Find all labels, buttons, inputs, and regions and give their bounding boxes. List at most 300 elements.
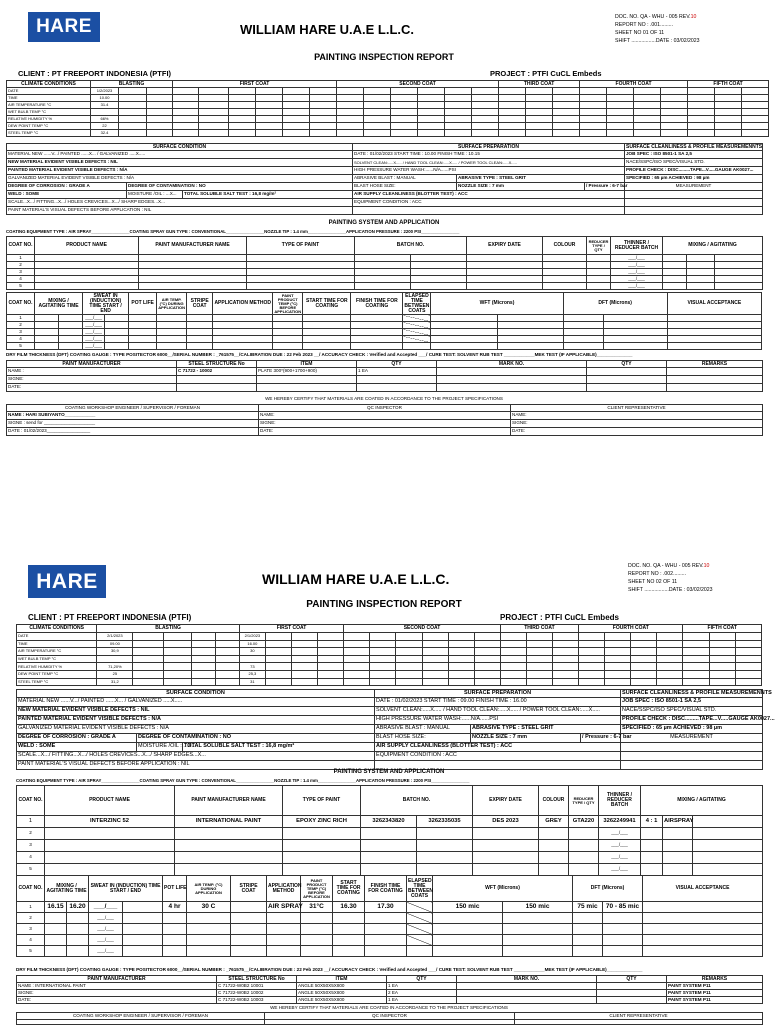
table-cell bbox=[641, 864, 663, 876]
table-cell: DEW POINT TEMP °C bbox=[17, 670, 97, 678]
table-cell bbox=[552, 670, 578, 678]
table-cell bbox=[579, 663, 605, 671]
table-cell: 30 bbox=[239, 648, 265, 656]
table-cell bbox=[173, 109, 199, 116]
table-cell bbox=[742, 95, 769, 102]
table-cell bbox=[500, 678, 526, 686]
table-cell bbox=[370, 655, 396, 663]
table-cell bbox=[396, 655, 422, 663]
table-cell bbox=[418, 116, 445, 123]
table-cell: DEGREE OF CONTAMINATION : NO bbox=[137, 734, 375, 743]
table-cell: 3 bbox=[7, 329, 35, 336]
table-cell bbox=[364, 88, 391, 95]
table-cell: THIRD COAT bbox=[500, 625, 578, 633]
table-cell bbox=[147, 116, 173, 123]
table-cell bbox=[364, 109, 391, 116]
table-cell bbox=[191, 633, 215, 641]
table-cell: NAME : bbox=[7, 368, 177, 376]
surface-table bbox=[6, 143, 763, 215]
table-cell bbox=[157, 329, 187, 336]
table-row bbox=[7, 384, 763, 392]
table-cell bbox=[215, 640, 239, 648]
table-cell: 2 EA bbox=[387, 990, 457, 997]
table-cell bbox=[407, 924, 433, 935]
table-cell bbox=[139, 269, 247, 276]
table-cell bbox=[657, 655, 683, 663]
table-cell: NOZZLE SIZE : 7 mm bbox=[457, 183, 585, 191]
table-cell bbox=[45, 946, 67, 957]
table-cell bbox=[580, 88, 607, 95]
table-cell: 3262249941 bbox=[599, 816, 641, 828]
table-cell bbox=[256, 109, 283, 116]
table-cell bbox=[231, 913, 267, 924]
table-cell: EXPIRY DATE bbox=[473, 786, 539, 816]
table-cell bbox=[607, 95, 634, 102]
table-cell: FIRST COAT bbox=[173, 81, 337, 88]
table-cell bbox=[437, 368, 587, 376]
table-cell bbox=[563, 322, 603, 329]
table-cell bbox=[35, 315, 59, 322]
table-cell bbox=[688, 116, 715, 123]
table-cell: DEGREE OF CORROSION : GRADE A bbox=[17, 734, 137, 743]
table-cell bbox=[283, 828, 361, 840]
table-cell bbox=[256, 116, 283, 123]
table-cell: / Pressure : 6-7 bar bbox=[585, 183, 625, 191]
table-cell bbox=[688, 102, 715, 109]
table-cell bbox=[396, 633, 422, 641]
table-cell bbox=[663, 864, 693, 876]
table-cell bbox=[422, 648, 448, 656]
table-cell bbox=[411, 269, 467, 276]
table-cell: TOTAL SOLUBLE SALT TEST : 16,8 mg/m² bbox=[183, 191, 353, 199]
table-cell bbox=[187, 329, 213, 336]
table-cell: JOB SPEC : ISO 8501-1 SA 2,5 bbox=[621, 698, 763, 707]
table-cell bbox=[35, 329, 59, 336]
table-cell bbox=[605, 640, 631, 648]
table-cell bbox=[472, 88, 499, 95]
table-cell: ___/___ bbox=[89, 946, 123, 957]
table-cell: SPECIFIED : 65 µm ACHIEVED : 98 µm bbox=[625, 175, 763, 183]
table-cell: 4 bbox=[17, 935, 45, 946]
table-cell bbox=[407, 946, 433, 957]
table-cell bbox=[715, 95, 742, 102]
table-cell bbox=[474, 655, 500, 663]
table-cell: ANGLE 50X50X5X800 bbox=[297, 997, 387, 1004]
table-cell bbox=[344, 648, 370, 656]
table-cell bbox=[643, 924, 763, 935]
table-cell bbox=[318, 633, 344, 641]
table-cell bbox=[213, 329, 273, 336]
table-cell: NACE/SSPC/ISO SPEC/VISUAL STD. bbox=[621, 707, 763, 716]
table-cell bbox=[411, 283, 467, 290]
table-cell: ITEM bbox=[297, 976, 387, 983]
table-cell bbox=[215, 633, 239, 641]
table-cell: ___/___ bbox=[83, 336, 105, 343]
table-cell: 3262335035 bbox=[417, 816, 473, 828]
hare-logo: HARE bbox=[28, 12, 100, 42]
table-cell: 1 EA bbox=[357, 368, 437, 376]
table-cell bbox=[417, 840, 473, 852]
table-cell bbox=[688, 109, 715, 116]
table-cell bbox=[355, 255, 411, 262]
table-cell bbox=[418, 95, 445, 102]
table-cell: BLAST HOSE SIZE: bbox=[375, 734, 471, 743]
table-cell bbox=[553, 88, 580, 95]
table-cell: 5 bbox=[17, 946, 45, 957]
table-cell bbox=[500, 663, 526, 671]
table-cell: C 71722 - 10002 bbox=[177, 368, 257, 376]
table-row bbox=[17, 625, 762, 633]
table-cell bbox=[344, 663, 370, 671]
table-cell: REMARKS bbox=[667, 361, 763, 368]
table-cell bbox=[301, 935, 333, 946]
table-cell bbox=[229, 102, 256, 109]
table-cell bbox=[411, 255, 467, 262]
table-cell bbox=[318, 655, 344, 663]
dft-line: DRY FILM THICKNESS (DFT) COATING GAUGE : TYPE POSITECTOR 6000__/SERIAL NUMBER : _761575__/CALIBRATION DUE : 22 Feb 2023 __/ ACCURACY CHECK : Verified and Accepted ___/ CURE TEST: SOLVENT RUB TEST ____________MEK TEST (IF APPLICABLE)______________ bbox=[16, 967, 643, 972]
table-cell: 1 bbox=[7, 315, 35, 322]
table-cell bbox=[119, 123, 147, 130]
table-cell: AIR TEMP. (°C) DURING APPLICATION bbox=[157, 293, 187, 315]
table-cell: QTY bbox=[357, 361, 437, 368]
table-cell bbox=[175, 840, 283, 852]
table-cell: STEEL STRUCTURE No bbox=[177, 361, 257, 368]
table-cell: 09.00 bbox=[97, 640, 133, 648]
table-cell: PROFILE CHECK : DISC.........TAPE...V.....GAUGE AK0027... bbox=[625, 167, 763, 175]
table-cell bbox=[526, 102, 553, 109]
table-row bbox=[17, 707, 763, 716]
table-cell bbox=[526, 95, 553, 102]
table-cell bbox=[351, 329, 403, 336]
table-cell: THINNER / REDUCER BATCH bbox=[611, 237, 663, 255]
table-cell: 1 bbox=[7, 255, 35, 262]
table-cell bbox=[634, 123, 661, 130]
table-cell: THIRD COAT bbox=[499, 81, 580, 88]
table-cell bbox=[123, 913, 163, 924]
table-cell bbox=[391, 130, 418, 137]
table-cell: THINNER / REDUCER BATCH bbox=[599, 786, 641, 816]
table-cell bbox=[715, 283, 763, 290]
painting-system-title: PAINTING SYSTEM AND APPLICATION bbox=[333, 769, 445, 775]
table-cell bbox=[318, 670, 344, 678]
table-cell bbox=[433, 924, 503, 935]
table-cell bbox=[634, 116, 661, 123]
table-cell bbox=[59, 336, 83, 343]
table-cell: SECOND COAT bbox=[337, 81, 499, 88]
table-cell bbox=[597, 997, 667, 1004]
table-cell bbox=[579, 633, 605, 641]
table-cell: WET BULB TEMP °C bbox=[17, 655, 97, 663]
table-cell bbox=[625, 199, 763, 207]
table-cell: SURFACE CONDITION bbox=[17, 690, 375, 698]
table-cell: ___/___ bbox=[89, 935, 123, 946]
climate-row bbox=[17, 633, 762, 641]
table-cell: RELATIVE HUMIDITY % bbox=[7, 116, 91, 123]
table-cell bbox=[418, 123, 445, 130]
table-cell bbox=[364, 130, 391, 137]
table-cell bbox=[35, 262, 139, 269]
climate-row bbox=[17, 663, 762, 671]
table-cell: SURFACE CLEANLINESS & PROFILE MEASUREMENNTS bbox=[622, 689, 772, 696]
table-cell bbox=[422, 640, 448, 648]
table-cell bbox=[337, 109, 364, 116]
climate-row bbox=[17, 678, 762, 686]
table-cell bbox=[663, 255, 687, 262]
table-cell bbox=[283, 840, 361, 852]
table-cell bbox=[247, 276, 355, 283]
table-cell bbox=[310, 88, 337, 95]
table-cell: CLIMATE CONDITIONS bbox=[7, 81, 91, 88]
table-cell: 5 bbox=[17, 864, 45, 876]
table-cell bbox=[735, 678, 761, 686]
product-row bbox=[7, 269, 763, 276]
table-cell bbox=[657, 648, 683, 656]
table-cell: 31,2 bbox=[97, 678, 133, 686]
table-cell: DEGREE OF CORROSION : GRADE A bbox=[7, 183, 127, 191]
table-cell bbox=[344, 678, 370, 686]
application-row bbox=[17, 924, 763, 935]
table-cell bbox=[417, 828, 473, 840]
table-cell bbox=[553, 102, 580, 109]
table-cell: AIR SUPPLY CLEANLINESS (BLOTTER TEST) : ACC bbox=[375, 743, 621, 752]
table-cell bbox=[563, 343, 603, 350]
table-cell bbox=[663, 283, 687, 290]
table-cell bbox=[742, 109, 769, 116]
table-row bbox=[7, 159, 763, 167]
table-cell bbox=[191, 640, 215, 648]
table-cell bbox=[693, 840, 763, 852]
table-cell bbox=[472, 123, 499, 130]
table-cell bbox=[105, 315, 129, 322]
table-cell bbox=[735, 655, 761, 663]
table-cell bbox=[607, 88, 634, 95]
table-cell bbox=[273, 336, 303, 343]
table-cell: STEEL TEMP °C bbox=[7, 130, 91, 137]
table-cell bbox=[418, 130, 445, 137]
table-cell: 16.20 bbox=[67, 902, 89, 913]
table-cell bbox=[607, 130, 634, 137]
table-cell: GTA220 bbox=[569, 816, 599, 828]
table-cell bbox=[361, 852, 417, 864]
material-table bbox=[16, 975, 763, 1004]
table-cell: GREY bbox=[539, 816, 569, 828]
table-cell bbox=[337, 95, 364, 102]
table-cell bbox=[742, 130, 769, 137]
table-cell bbox=[411, 276, 467, 283]
table-cell bbox=[364, 95, 391, 102]
table-cell bbox=[569, 828, 599, 840]
table-cell: 1 bbox=[17, 816, 45, 828]
table-row bbox=[17, 983, 763, 990]
table-cell bbox=[663, 269, 687, 276]
table-cell bbox=[634, 102, 661, 109]
table-cell bbox=[239, 655, 265, 663]
table-cell bbox=[355, 283, 411, 290]
table-cell: RELATIVE HUMIDITY % bbox=[17, 663, 97, 671]
table-cell: POT LIFE bbox=[163, 876, 187, 902]
table-row bbox=[17, 716, 763, 725]
table-cell: STEEL STRUCTURE No bbox=[217, 976, 297, 983]
table-cell: FOURTH COAT bbox=[579, 625, 683, 633]
table-cell: SURFACE PREPARATION bbox=[353, 144, 625, 151]
table-cell bbox=[396, 640, 422, 648]
table-cell bbox=[715, 109, 742, 116]
table-cell bbox=[687, 255, 715, 262]
table-cell: EQUIPMENT CONDITION : ACC bbox=[375, 752, 621, 761]
table-cell: 31°C bbox=[301, 902, 333, 913]
climate-row bbox=[7, 116, 769, 123]
table-cell bbox=[634, 95, 661, 102]
table-cell: 16.15 bbox=[45, 902, 67, 913]
table-cell: 31.4 bbox=[91, 102, 119, 109]
table-row bbox=[7, 405, 763, 412]
table-cell bbox=[318, 663, 344, 671]
table-cell bbox=[709, 633, 735, 641]
table-cell: ___/___ bbox=[611, 269, 663, 276]
table-cell bbox=[265, 648, 291, 656]
table-cell: 150 mic bbox=[433, 902, 503, 913]
table-cell bbox=[163, 913, 187, 924]
product-table bbox=[6, 236, 763, 290]
table-cell bbox=[187, 315, 213, 322]
table-cell bbox=[229, 88, 256, 95]
table-cell: 2 bbox=[17, 828, 45, 840]
table-cell bbox=[163, 663, 191, 671]
table-cell bbox=[45, 840, 175, 852]
table-row bbox=[7, 151, 763, 159]
table-cell bbox=[641, 828, 663, 840]
table-cell bbox=[552, 678, 578, 686]
table-cell bbox=[247, 283, 355, 290]
surface-table bbox=[16, 689, 775, 770]
table-cell bbox=[643, 902, 763, 913]
table-cell: WFT (Microns) bbox=[433, 876, 573, 902]
table-cell bbox=[310, 123, 337, 130]
table-cell: MIXING / AGITATING bbox=[663, 237, 763, 255]
table-cell: PAINTED MATERIAL EVIDENT VISIBLE DEFECTS : N/A bbox=[17, 716, 375, 725]
table-cell bbox=[173, 116, 199, 123]
table-cell bbox=[603, 336, 667, 343]
application-row bbox=[7, 336, 762, 343]
application-row bbox=[7, 315, 762, 322]
table-cell: 22 bbox=[91, 123, 119, 130]
table-cell: ABRASIVE BLAST : MANUAL bbox=[375, 725, 471, 734]
table-cell bbox=[396, 678, 422, 686]
table-cell bbox=[587, 262, 611, 269]
table-cell: MARK NO. bbox=[457, 976, 597, 983]
table-cell bbox=[283, 116, 310, 123]
table-cell bbox=[634, 88, 661, 95]
table-cell: DATE: bbox=[17, 997, 217, 1004]
table-cell: 1 EA bbox=[387, 983, 457, 990]
table-cell: 150 mic bbox=[503, 902, 573, 913]
table-row bbox=[17, 743, 763, 752]
product-row bbox=[7, 283, 763, 290]
table-cell bbox=[693, 864, 763, 876]
table-row bbox=[7, 361, 763, 368]
product-row bbox=[7, 262, 763, 269]
table-cell: TYPE OF PAINT bbox=[247, 237, 355, 255]
table-cell bbox=[661, 88, 688, 95]
table-cell: INTERZINC 52 bbox=[45, 816, 175, 828]
table-cell: PAINT MATERIAL'S VISUAL DEFECTS BEFORE APPLICATION : NIL bbox=[17, 761, 375, 770]
table-cell bbox=[552, 640, 578, 648]
table-cell bbox=[191, 670, 215, 678]
table-cell bbox=[370, 670, 396, 678]
table-cell bbox=[175, 864, 283, 876]
table-cell bbox=[129, 343, 157, 350]
table-cell bbox=[173, 102, 199, 109]
table-cell bbox=[67, 913, 89, 924]
table-cell bbox=[370, 663, 396, 671]
table-cell bbox=[500, 633, 526, 641]
table-cell bbox=[231, 935, 267, 946]
table-cell bbox=[418, 109, 445, 116]
table-cell bbox=[364, 102, 391, 109]
table-cell bbox=[661, 109, 688, 116]
table-cell bbox=[543, 276, 587, 283]
table-cell bbox=[597, 983, 667, 990]
table-cell bbox=[35, 276, 139, 283]
table-cell bbox=[709, 663, 735, 671]
table-cell bbox=[45, 913, 67, 924]
table-cell bbox=[267, 913, 301, 924]
table-cell bbox=[139, 262, 247, 269]
table-cell bbox=[267, 946, 301, 957]
table-cell: 4 hr bbox=[163, 902, 187, 913]
table-cell: STRIPE COAT bbox=[187, 293, 213, 315]
table-cell bbox=[663, 852, 693, 864]
table-cell bbox=[539, 852, 569, 864]
table-row bbox=[7, 412, 763, 420]
table-cell bbox=[265, 633, 291, 641]
table-cell: ___/___ bbox=[83, 329, 105, 336]
table-cell bbox=[97, 655, 133, 663]
table-row bbox=[17, 976, 763, 983]
table-cell bbox=[231, 924, 267, 935]
table-cell bbox=[687, 262, 715, 269]
table-cell bbox=[742, 88, 769, 95]
table-cell bbox=[445, 95, 472, 102]
table-cell bbox=[199, 116, 229, 123]
table-cell bbox=[579, 678, 605, 686]
table-cell: WFT (Microns) bbox=[431, 293, 563, 315]
table-cell bbox=[163, 655, 191, 663]
table-cell bbox=[605, 663, 631, 671]
table-cell bbox=[683, 640, 709, 648]
table-cell bbox=[119, 95, 147, 102]
table-cell: DFT (Microns) bbox=[563, 293, 667, 315]
table-cell bbox=[265, 640, 291, 648]
client-name: CLIENT : PT FREEPORT INDONESIA (PTFI) bbox=[18, 69, 172, 78]
company-name: WILLIAM HARE U.A.E L.L.C. bbox=[240, 22, 415, 37]
table-cell bbox=[256, 102, 283, 109]
table-cell bbox=[603, 343, 667, 350]
table-cell bbox=[683, 670, 709, 678]
table-cell bbox=[370, 678, 396, 686]
table-cell bbox=[123, 935, 163, 946]
table-cell bbox=[605, 655, 631, 663]
table-cell bbox=[187, 924, 231, 935]
table-cell bbox=[283, 852, 361, 864]
table-cell bbox=[292, 648, 318, 656]
climate-row bbox=[17, 648, 762, 656]
table-cell bbox=[597, 990, 667, 997]
table-cell bbox=[215, 670, 239, 678]
table-cell: 3262343820 bbox=[361, 816, 417, 828]
table-cell bbox=[579, 655, 605, 663]
table-cell bbox=[563, 315, 603, 322]
